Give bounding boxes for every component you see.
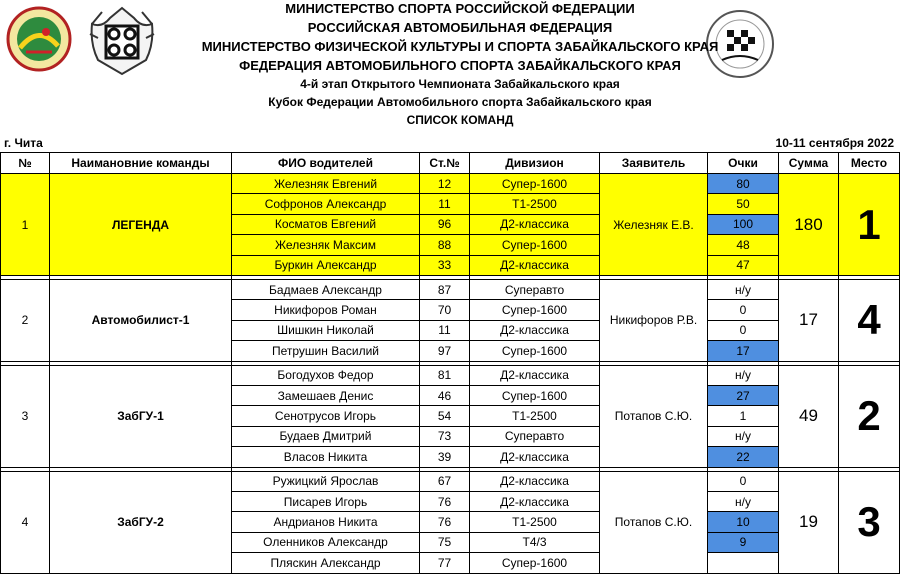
division: Суперавто	[470, 280, 600, 300]
start-number: 76	[420, 512, 470, 532]
start-number: 77	[420, 553, 470, 573]
driver-points: 27	[708, 386, 779, 406]
column-header: Заявитель	[600, 152, 708, 174]
driver-points: н/у	[708, 366, 779, 386]
column-header: Наимановние команды	[50, 152, 232, 174]
team-sum: 180	[779, 174, 839, 276]
driver-points: 0	[708, 321, 779, 341]
driver-name: Ружицкий Ярослав	[232, 472, 420, 492]
header-line-3: МИНИСТЕРСТВО ФИЗИЧЕСКОЙ КУЛЬТУРЫ И СПОРТА ЗАБАЙКАЛЬСКОГО КРАЯ	[201, 39, 719, 54]
division: Супер-1600	[470, 341, 600, 361]
division: Супер-1600	[470, 386, 600, 406]
division: Д2-классика	[470, 215, 600, 235]
column-header: Дивизион	[470, 152, 600, 174]
start-number: 39	[420, 447, 470, 467]
driver-points: 80	[708, 174, 779, 194]
driver-name: Петрушин Василий	[232, 341, 420, 361]
driver-points: 47	[708, 256, 779, 276]
start-number: 46	[420, 386, 470, 406]
start-number: 67	[420, 472, 470, 492]
driver-points: 1	[708, 406, 779, 426]
team-sum: 49	[779, 366, 839, 468]
driver-points: 0	[708, 300, 779, 320]
team-name: ЗабГУ-1	[50, 366, 232, 468]
driver-points	[708, 553, 779, 573]
division: Д2-классика	[470, 492, 600, 512]
division: Д2-классика	[470, 447, 600, 467]
driver-points: 50	[708, 194, 779, 214]
driver-name: Софронов Александр	[232, 194, 420, 214]
start-number: 96	[420, 215, 470, 235]
team-place: 3	[839, 472, 900, 574]
driver-points: 100	[708, 215, 779, 235]
driver-name: Бадмаев Александр	[232, 280, 420, 300]
start-number: 87	[420, 280, 470, 300]
column-header: №	[0, 152, 50, 174]
meta-row	[0, 136, 900, 152]
start-number: 70	[420, 300, 470, 320]
team-number: 3	[0, 366, 50, 468]
start-number: 33	[420, 256, 470, 276]
driver-name: Богодухов Федор	[232, 366, 420, 386]
division: Супер-1600	[470, 553, 600, 573]
team-name: ЛЕГЕНДА	[50, 174, 232, 276]
team-name: Автомобилист-1	[50, 280, 232, 362]
column-header: Сумма	[779, 152, 839, 174]
division: Д2-классика	[470, 321, 600, 341]
driver-name: Косматов Евгений	[232, 215, 420, 235]
team-name: ЗабГУ-2	[50, 472, 232, 574]
driver-points: 0	[708, 472, 779, 492]
driver-name: Сенотрусов Игорь	[232, 406, 420, 426]
header-line-4: ФЕДЕРАЦИЯ АВТОМОБИЛЬНОГО СПОРТА ЗАБАЙКАЛЬСКОГО КРАЯ	[239, 58, 681, 73]
driver-points: н/у	[708, 427, 779, 447]
driver-points: н/у	[708, 492, 779, 512]
start-number: 88	[420, 235, 470, 255]
header-lines	[150, 0, 770, 128]
team-number: 2	[0, 280, 50, 362]
driver-name: Пляскин Александр	[232, 553, 420, 573]
division: Супер-1600	[470, 235, 600, 255]
division: Т4/3	[470, 533, 600, 553]
team-place: 1	[839, 174, 900, 276]
column-header: ФИО водителей	[232, 152, 420, 174]
raf-emblem-icon	[88, 4, 156, 76]
header-line-7: СПИСОК КОМАНД	[406, 113, 514, 127]
driver-name: Будаев Дмитрий	[232, 427, 420, 447]
driver-name: Железняк Максим	[232, 235, 420, 255]
driver-points: 9	[708, 533, 779, 553]
team-number: 1	[0, 174, 50, 276]
division: Т1-2500	[470, 406, 600, 426]
division: Супер-1600	[470, 174, 600, 194]
applicant: Никифоров Р.В.	[600, 280, 708, 362]
start-number: 11	[420, 321, 470, 341]
applicant: Потапов С.Ю.	[600, 472, 708, 574]
driver-name: Замешаев Денис	[232, 386, 420, 406]
header-line-5: 4-й этап Открытого Чемпионата Забайкальского края	[300, 77, 620, 91]
team-place: 4	[839, 280, 900, 362]
division: Д2-классика	[470, 256, 600, 276]
driver-points: 17	[708, 341, 779, 361]
applicant: Железняк Е.В.	[600, 174, 708, 276]
column-header: Очки	[708, 152, 779, 174]
division: Супер-1600	[470, 300, 600, 320]
driver-name: Шишкин Николай	[232, 321, 420, 341]
team-place: 2	[839, 366, 900, 468]
date-label: 10-11 сентября 2022	[775, 136, 894, 150]
start-number: 73	[420, 427, 470, 447]
applicant: Потапов С.Ю.	[600, 366, 708, 468]
ministry-emblem-icon	[6, 6, 72, 72]
driver-name: Буркин Александр	[232, 256, 420, 276]
division: Суперавто	[470, 427, 600, 447]
division: Т1-2500	[470, 194, 600, 214]
document-header	[0, 0, 900, 152]
driver-points: н/у	[708, 280, 779, 300]
column-header: Ст.№	[420, 152, 470, 174]
team-number: 4	[0, 472, 50, 574]
start-number: 81	[420, 366, 470, 386]
division: Д2-классика	[470, 472, 600, 492]
team-sum: 17	[779, 280, 839, 362]
driver-points: 10	[708, 512, 779, 532]
division: Д2-классика	[470, 366, 600, 386]
start-number: 12	[420, 174, 470, 194]
header-line-2: РОССИЙСКАЯ АВТОМОБИЛЬНАЯ ФЕДЕРАЦИЯ	[307, 20, 613, 35]
driver-points: 22	[708, 447, 779, 467]
driver-name: Железняк Евгений	[232, 174, 420, 194]
start-number: 54	[420, 406, 470, 426]
header-line-6: Кубок Федерации Автомобильного спорта Забайкальского края	[268, 95, 652, 109]
city-label: г. Чита	[4, 136, 43, 150]
start-number: 75	[420, 533, 470, 553]
driver-name: Никифоров Роман	[232, 300, 420, 320]
start-number: 76	[420, 492, 470, 512]
driver-name: Оленников Александр	[232, 533, 420, 553]
driver-name: Андрианов Никита	[232, 512, 420, 532]
team-sum: 19	[779, 472, 839, 574]
division: Т1-2500	[470, 512, 600, 532]
start-number: 97	[420, 341, 470, 361]
driver-points: 48	[708, 235, 779, 255]
start-number: 11	[420, 194, 470, 214]
driver-name: Писарев Игорь	[232, 492, 420, 512]
column-header: Место	[839, 152, 900, 174]
teams-table	[0, 152, 900, 583]
header-line-1: МИНИСТЕРСТВО СПОРТА РОССИЙСКОЙ ФЕДЕРАЦИИ	[285, 1, 635, 16]
driver-name: Власов Никита	[232, 447, 420, 467]
